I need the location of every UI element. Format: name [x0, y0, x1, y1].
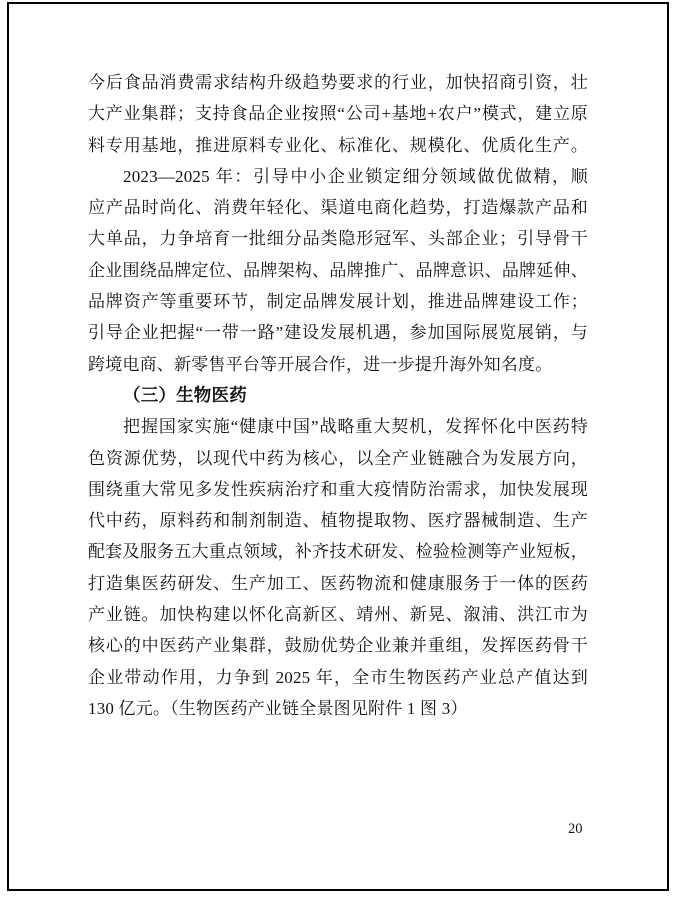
page-number: 20 [568, 821, 583, 837]
text-line: 围绕重大常见多发性疾病治疗和重大疫情防治需求，加快发展现 [88, 479, 588, 499]
text-line: 2023—2025 年：引导中小企业锁定细分领域做优做精，顺 [123, 166, 588, 186]
text-line: 品牌资产等重要环节，制定品牌发展计划，推进品牌建设工作； [88, 292, 588, 312]
text-line: 今后食品消费需求结构升级趋势要求的行业，加快招商引资，壮 [88, 73, 588, 92]
text-line: 大产业集群；支持食品企业按照“公司+基地+农户”模式，建立原 [88, 104, 588, 124]
text-line: 企业带动作用，力争到 2025 年，全市生物医药产业总产值达到 [88, 667, 588, 687]
text-line: 代中药，原料药和制剂制造、植物提取物、医疗器械制造、生产 [88, 511, 588, 531]
section-heading: （三）生物医药 [123, 384, 247, 405]
text-line: 配套及服务五大重点领域，补齐技术研发、检验检测等产业短板， [88, 542, 588, 562]
text-line: 色资源优势，以现代中药为核心，以全产业链融合为发展方向， [88, 448, 588, 468]
text-line: 料专用基地，推进原料专业化、标准化、规模化、优质化生产。 [88, 135, 588, 155]
document-body [88, 67, 588, 724]
text-line: 企业围绕品牌定位、品牌架构、品牌推广、品牌意识、品牌延伸、 [88, 260, 588, 280]
text-line: 跨境电商、新零售平台等开展合作，进一步提升海外知名度。 [88, 354, 553, 374]
text-line: 核心的中医药产业集群，鼓励优势企业兼并重组，发挥医药骨干 [88, 636, 588, 656]
text-line: 产业链。加快构建以怀化高新区、靖州、新晃、溆浦、洪江市为 [88, 605, 588, 625]
text-line: 引导企业把握“一带一路”建设发展机遇，参加国际展览展销，与 [88, 323, 588, 343]
text-line: 130 亿元。（生物医药产业链全景图见附件 1 图 3） [88, 698, 468, 718]
text-line: 应产品时尚化、消费年轻化、渠道电商化趋势，打造爆款产品和 [88, 198, 588, 218]
text-line: 把握国家实施“健康中国”战略重大契机，发挥怀化中医药特 [123, 417, 588, 437]
text-line: 打造集医药研发、生产加工、医药物流和健康服务于一体的医药 [88, 573, 588, 593]
text-line: 大单品，力争培育一批细分品类隐形冠军、头部企业；引导骨干 [88, 229, 588, 249]
